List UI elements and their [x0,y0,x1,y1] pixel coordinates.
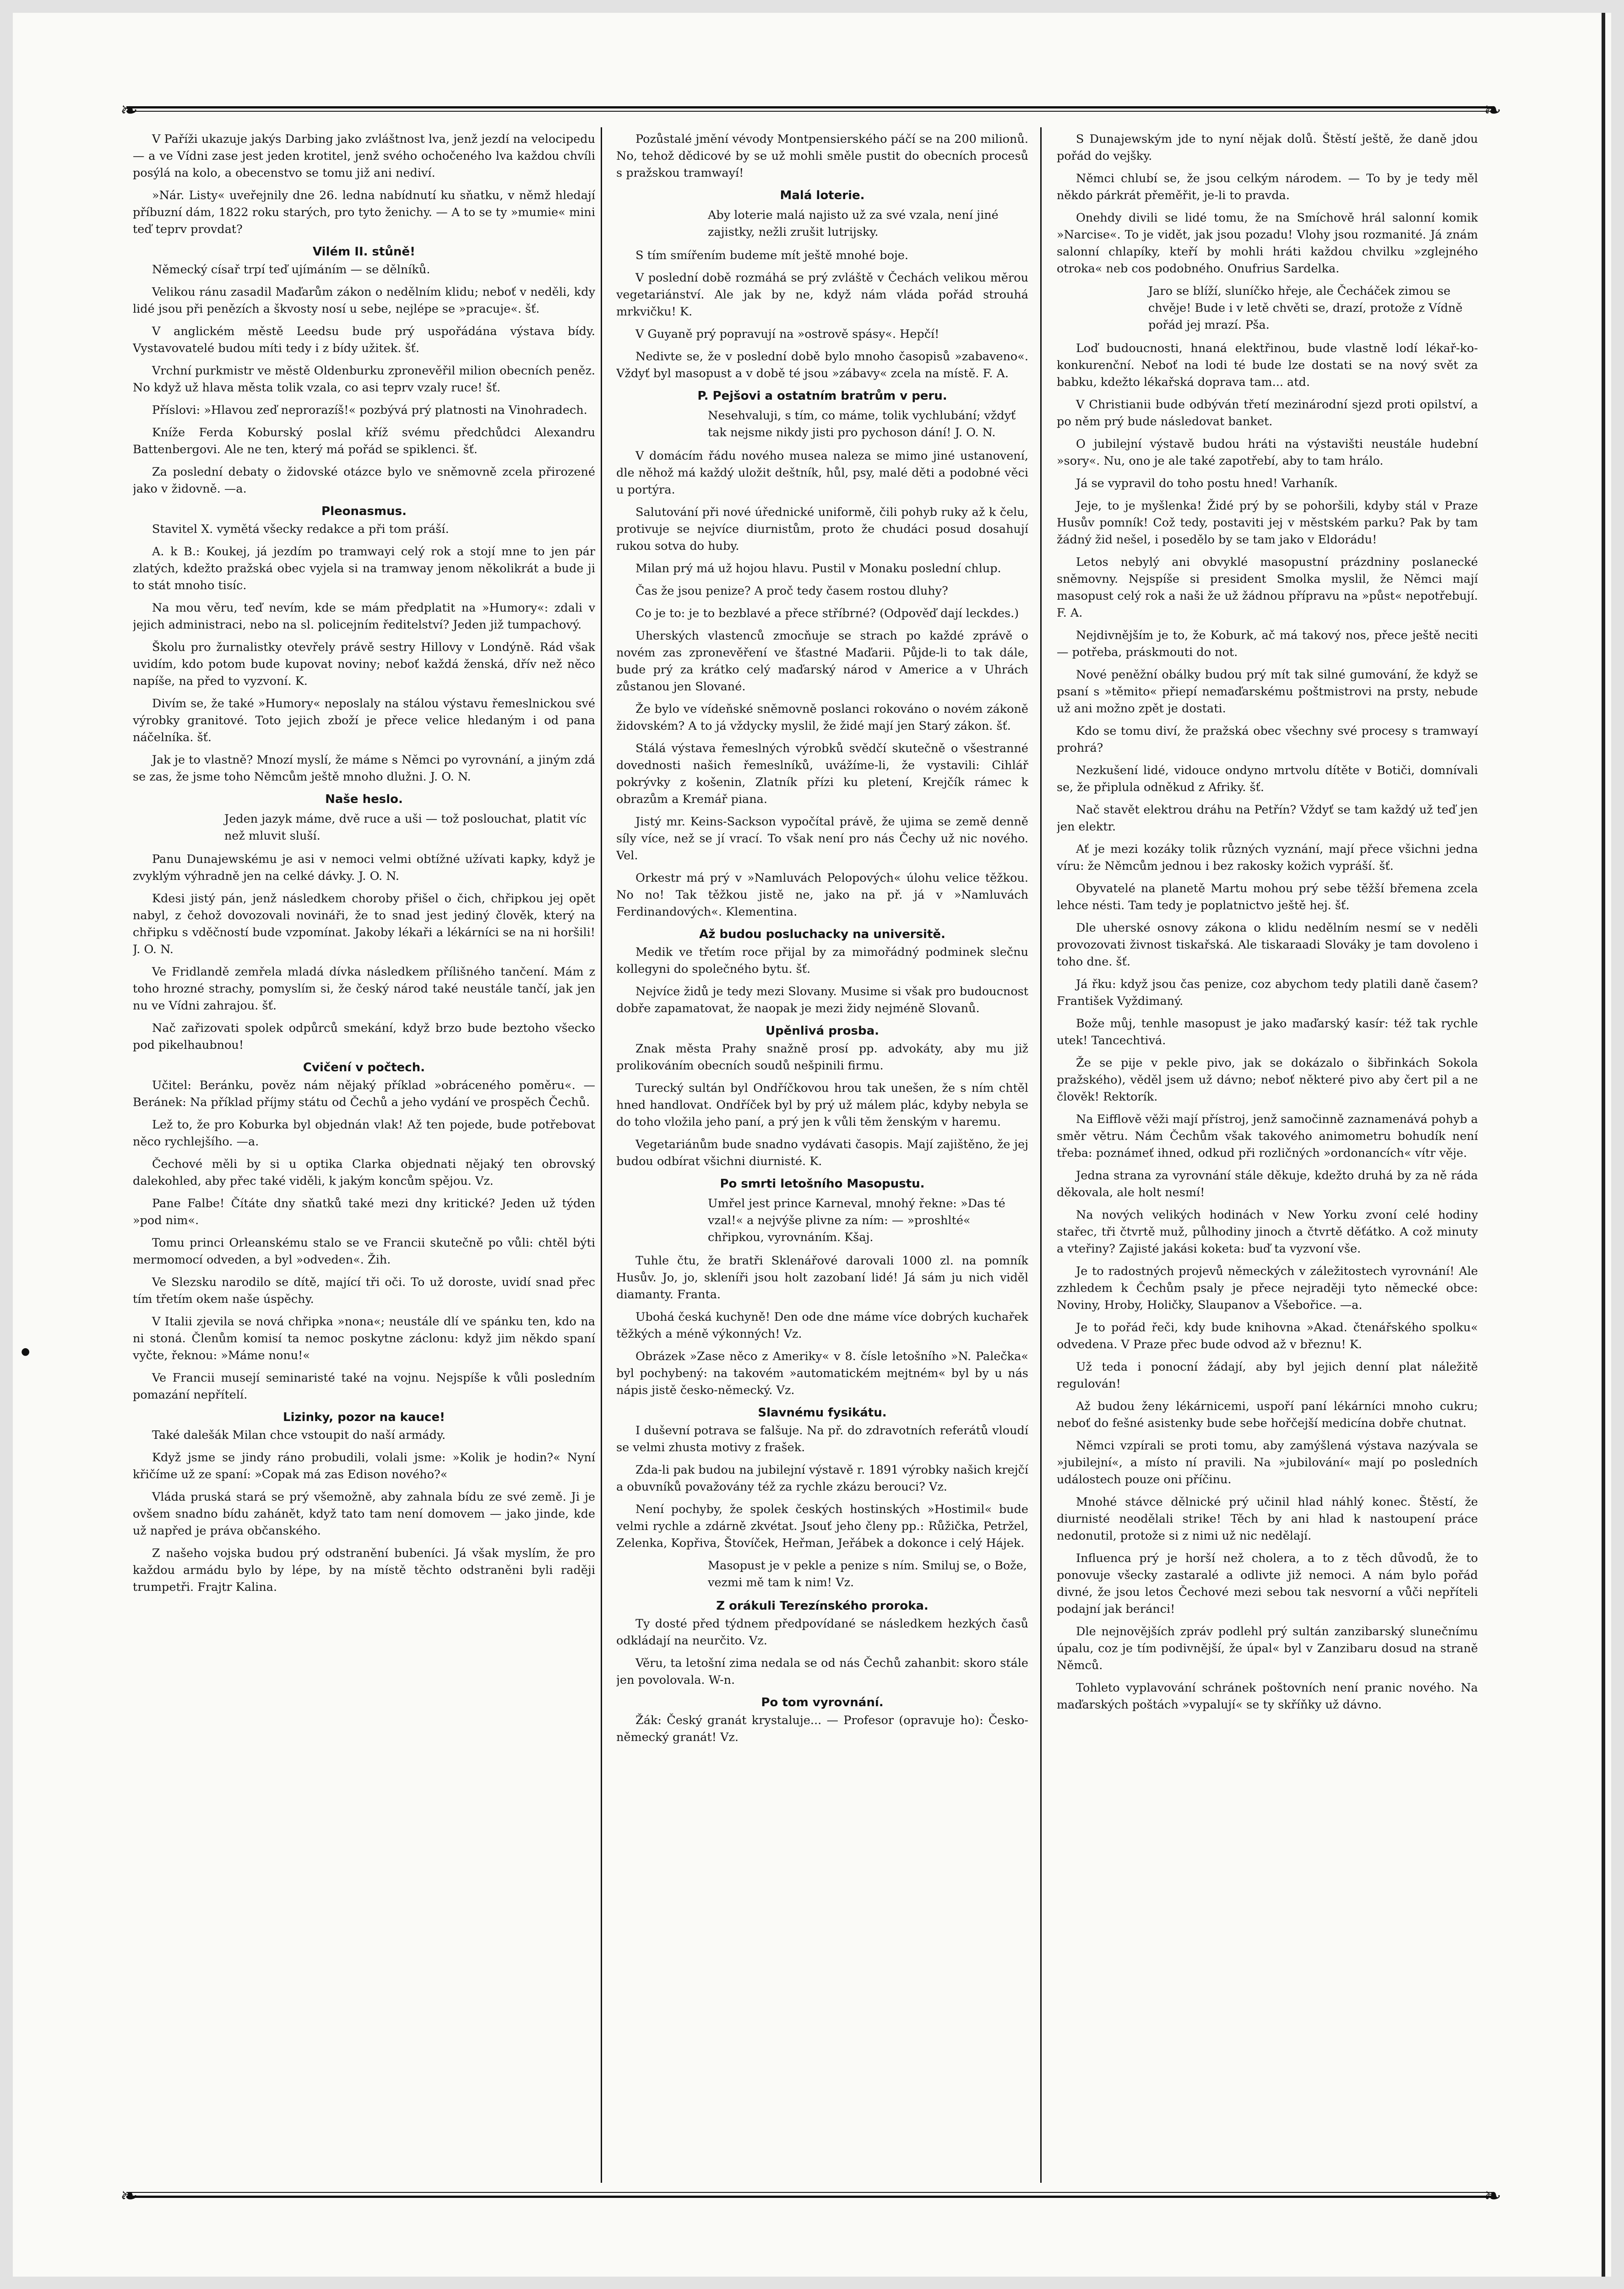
article-paragraph: Turecký sultán byl Ondříčkovou hrou tak unešen, že s ním chtěl hned handlovat. Ondříček byl by prý už málem plác, kdyby nebyla se do toho vložila jeho paní, a prý jen k vůli těm ženským v haremu. [616,1081,1028,1129]
article-paragraph: Influenca prý je horší než cholera, a to z těch důvodů, že to ponovuje všecky zastaralé a odlivte již nemoci. A nám bylo pořád divné, že jsou letos Čechové mezi sebou tak nesvorní a vůči nepříteli podajní jak beránci! [1057,1551,1478,1616]
article-paragraph: Stavitel X. vymětá všecky redakce a při tom práší. [152,522,449,536]
verse-block: Masopust je v pekle a penize s ním. Smiluj se, o Bože, vezmi mě tam k nim! Vz. [708,1559,1027,1589]
article-paragraph: Na nových velikých hodinách v New Yorku zvoní celé hodiny stařec, tři čtvrtě muž, půlhodiny jinoch a čtvrtě děťátko. A což minuty a vteřiny? Zajisté jakási koketa: buď ta vyzvoní vše. [1057,1208,1478,1256]
column-left [133,131,595,2136]
article-paragraph: Já řku: když jsou čas penize, coz abychom tedy platili daně časem? František Vyždimaný. [1057,977,1478,1008]
article-paragraph: Dle nejnovějších zpráv podlehl prý sultán zanzibarský slunečnímu úpalu, coz je tím podivnější, že úpal« byl v Zanzibaru dosud na straně Němců. [1057,1625,1478,1672]
article-paragraph: Nezkušení lidé, vidouce ondyno mrtvolu dítěte v Botiči, domnívali se, že připlula odněkud z Afriky. šť. [1057,764,1478,794]
article-paragraph: Ty dosté před týdnem předpovídané se následkem hezkých časů odkládají na neurčito. Vz. [616,1617,1028,1648]
verse-block: Aby loterie malá najisto už za své vzala, není jiné zajistky, nežli zrušit lutrijsky. [708,208,999,239]
article-paragraph: Německý císař trpí teď ujímáním — se dělníků. [152,263,430,277]
article-heading: Lizinky, pozor na kauce! [283,1410,445,1424]
article-paragraph: Věru, ta letošní zima nedala se od nás Čechů zahanbit: skoro stále jen povolovala. W-n. [616,1656,1028,1687]
article-paragraph: Za poslední debaty o židovské otázce bylo ve sněmovně zcela přirozené jako v židovně. —a. [133,465,595,496]
article-paragraph: »Nár. Listy« uveřejnily dne 26. ledna nabídnutí ku sňatku, v němž hledají příbuzní dám, 1822 roku starých, pro tyto ženichy. — A to se ty »mumie« mini teď teprv provdat? [133,189,595,236]
article-paragraph: V Christianii bude odbýván třetí mezinárodní sjezd proti opilství, a po něm prý bude následovat banket. [1057,398,1478,429]
binding-hole-icon: ● [21,1346,30,1357]
article-heading: Po smrti letošního Masopustu. [720,1177,925,1191]
article-paragraph: Je to pořád řeči, kdy bude knihovna »Akad. čtenářského spolku« odvedena. V Praze přec bude odvod až v březnu! K. [1057,1321,1478,1351]
article-paragraph: Nač stavět elektrou dráhu na Petřín? Vždyť se tam každý už teď jen jen elektr. [1057,803,1478,834]
article-paragraph: Na Eifflově věži mají přístroj, jenž samočinně zaznamenává pohyb a směr větru. Nám Čechům však takového animometru bohudík není třeba: poznámeť ihned, odkud při rozličných »ordonancích« vítr věje. [1057,1112,1478,1160]
article-paragraph: Vegetariánům bude snadno vydávati časopis. Mají zajištěno, že jej budou odbírat všichni diurnisté. K. [616,1138,1028,1168]
article-paragraph: Ve Francii musejí seminaristé také na vojnu. Nejspíše k vůli posledním pomazání nepřítelí. [133,1371,595,1402]
verse-block: Jeden jazyk máme, dvě ruce a uši — tož poslouchat, platit víc než mluvit sluší. [224,812,587,843]
article-paragraph: V Paříži ukazuje jakýs Darbing jako zvláštnost lva, jenž jezdí na velocipedu — a ve Vídni zase jest jeden krotitel, jenž svého ochočeného lva každou chvíli posýlá na kolo, a obecenstvo se tomu již ani nediví. [133,132,595,180]
article-paragraph: Že bylo ve vídeňské sněmovně poslanci rokováno o novém zákoně židovském? A to já vždycky myslil, že židé mají jen Starý zákon. šť. [616,702,1028,733]
article-paragraph: Kdesi jistý pán, jenž následkem choroby přišel o čich, chřipkou jej opět nabyl, z čehož dovozovali novináři, že to snad jest jediný člověk, který na chřipku s vděčností bude vzpomínat. Jakoby lékaři a lékárníci se na ni horšili! J. O. N. [133,892,595,956]
article-paragraph: Obrázek »Zase něco z Ameriky« v 8. čísle letošního »N. Palečka« byl pochybený: na takovém »automatickém mejtném« byl by u nás nápis jistě česko-německý. Vz. [616,1350,1028,1397]
article-paragraph: Z našeho vojska budou prý odstranění bubeníci. Já však myslím, že pro každou armádu bylo by lépe, by na místě těchto odstraněni byli raději trumpetři. Frajtr Kalina. [133,1546,595,1594]
article-paragraph: Jedna strana za vyrovnání stále děkuje, kdežto druhá by za ně ráda děkovala, ale holt nesmí! [1057,1169,1478,1199]
column-right [1057,131,1478,2136]
article-paragraph: Také dalešák Milan chce vstoupit do naší armády. [152,1428,446,1442]
article-paragraph: Co je to: je to bezblavé a přece stříbrné? (Odpověď dají leckdes.) [635,607,1019,620]
ornament-top-right-icon: ❧ [1483,98,1502,122]
article-paragraph: Čechové měli by si u optika Clarka objednati nějaký ten obrovský dalekohled, aby přec také viděli, k jakým koncům spějou. Vz. [133,1157,595,1188]
article-paragraph: Ve Slezsku narodilo se dítě, mající tři oči. To už doroste, uvidí snad přec tím třetím okem naše úspěchy. [133,1275,595,1306]
article-paragraph: Divím se, že také »Humory« neposlaly na stálou výstavu řemeslnickou své výrobky granitové. Toto jejich zboží je přece velice hledaným i od pana náčelníka. šť. [133,697,595,744]
ornament-bottom-right-icon: ❧ [1483,2183,1502,2208]
article-paragraph: V Guyaně prý popravují na »ostrově spásy«. Hepčí! [635,327,940,341]
article-heading: P. Pejšovi a ostatním bratrům v peru. [697,389,947,403]
article-paragraph: Už teda i ponocní žádají, aby byl jejich denní plat náležitě regulován! [1057,1360,1478,1391]
article-paragraph: Když jsme se jindy ráno probudili, volali jsme: »Kolik je hodin?« Nyní křičíme už ze spaní: »Copak má zas Edison nového?« [133,1451,595,1481]
article-heading: Až budou posluchacky na universitě. [699,928,945,941]
article-heading: Z orákuli Terezínského proroka. [716,1599,929,1613]
article-paragraph: Není pochyby, že spolek českých hostinských »Hostimil« bude velmi rychle a zdárně zkvétat. Jsouť jeho členy pp.: Růžička, Petržel, Zelenka, Kopřiva, Štovíček, Heřman, Jeřábek a dokonce i celý Hájek. [616,1502,1028,1550]
article-paragraph: Učitel: Beránku, pověz nám nějaký příklad »obráceného poměru«. — Beránek: Na příklad příjmy státu od Čechů a jeho vydání ve prospěch Čechů. [133,1079,595,1109]
article-paragraph: Školu pro žurnalistky otevřely právě sestry Hillovy v Londýně. Rád však uvidím, kdo potom bude kupovat noviny; neboť každá ženská, dřív než něco napíše, na před to vyzvoní. K. [133,640,595,688]
article-paragraph: S Dunajewským jde to nyní nějak dolů. Štěstí ještě, že daně jdou pořád do vejšky. [1057,132,1478,163]
article-paragraph: Žák: Český granát krystaluje... — Profesor (opravuje ho): Česko-německý granát! Vz. [616,1714,1028,1744]
article-paragraph: Letos nebylý ani obvyklé masopustní prázdniny poslanecké sněmovny. Nejspíše si president Smolka myslil, že Němci mají masopust celý rok a naši že už žádnou přípravu na »půst« nepotřebují. F. A. [1057,555,1478,620]
article-paragraph: Mnohé stávce dělnické prý učinil hlad náhlý konec. Štěstí, že diurnisté neodělali strike! Těch by ani hlad k nastoupení práce nedonutil, protože si z nimi už nic nedělají. [1057,1495,1478,1543]
article-paragraph: Vláda pruská stará se prý všemožně, aby zahnala bídu ze své země. Ji je ovšem snadno bídu zahánět, když tato tam není domovem — jako jinde, kde už napřed je práva občanského. [133,1490,595,1538]
article-paragraph: Jistý mr. Keins-Sackson vypočítal právě, že ujima se země denně síly více, než se jí vrací. To však není pro nás Čechy už nic nového. Vel. [616,815,1028,862]
column-divider [1040,127,1042,2183]
article-heading: Po tom vyrovnání. [761,1696,884,1709]
article-paragraph: Pozůstalé jmění vévody Montpensierského páčí se na 200 milionů. No, tehož dědicové by se už mohli směle pustit do obecních procesů s pražskou tramwayí! [616,132,1028,180]
article-paragraph: Nejdivnějším je to, že Koburk, ač má takový nos, přece ještě neciti — potřeba, práskmouti do not. [1057,629,1478,659]
article-paragraph: O jubilejní výstavě budou hráti na výstavišti neustále hudební »sory«. Nu, ono je ale také zapotřebí, aby to tam hrálo. [1057,437,1478,468]
article-paragraph: Uherských vlastenců zmocňuje se strach po každé zprávě o novém zas zpronevěření ve šťastné Maďarii. Půjde-li to tak dále, bude prý za krátko celý maďarský národ v Americe a v Uhrách zůstanou jen Slované. [616,629,1028,694]
article-paragraph: Stálá výstava řemeslných výrobků svědčí skutečně o všestranné dovednosti našich řemeslníků, uvážíme-li, že vystavili: Cihlář pokrývky z košenin, Zlatník přízi ku pletení, Krejčík rámec k obrazům a Kremář piana. [616,742,1028,806]
article-paragraph: Němci chlubí se, že jsou celkým národem. — To by je tedy měl někdo párkrát přeměřit, je-li to pravda. [1057,172,1478,202]
article-paragraph: Tomu princi Orleanskému stalo se ve Francii skutečně po vůli: chtěl býti mermomocí odveden, a byl »odveden«. Žih. [133,1236,595,1267]
article-paragraph: Já se vypravil do toho postu hned! Varhaník. [1076,477,1338,490]
article-paragraph: Nejvíce židů je tedy mezi Slovany. Musime si však pro budoucnost dobře zapamatovat, že naopak je mezi židy nejméně Slovanů. [616,985,1028,1015]
article-paragraph: Panu Dunajewskému je asi v nemoci velmi obtížné užívati kapky, když je zvyklým výhradně jen na celké dávky. J. O. N. [133,852,595,883]
bottom-rule [126,2196,1494,2198]
article-paragraph: Na mou věru, teď nevím, kde se mám předplatit na »Humory«: zdali v jejich administraci, nebo na sl. policejním ředitelství? Jeden již tumpachový. [133,601,595,632]
article-paragraph: Obyvatelé na planetě Martu mohou prý sebe těžší břemena zcela lehce nésti. Tam tedy je poplatnictvo ještě hej. šť. [1057,882,1478,912]
article-paragraph: Onehdy divili se lidé tomu, že na Smíchově hrál salonní komik »Narcise«. To je vidět, jak jsou pozadu! Vlohy jsou rozmanité. Já znám salonní chlapíky, kteří by mohli hráti každou chvilku »zglejného otroka« neb cos podobného. Onufrius Sardelka. [1057,211,1478,276]
article-paragraph: V domácím řádu nového musea naleza se mimo jiné ustanovení, dle něhož má každý uložit deštník, hůl, psy, malé děti a podobné věci u portýra. [616,449,1028,497]
article-heading: Slavnému fysikátu. [758,1406,887,1420]
article-paragraph: A. k B.: Koukej, já jezdím po tramwayi celý rok a stojí mne to jen pár zlatých, kdežto pražská obec vyjela si na tramway jenom několikrát a bude ji to stát mnoho tisíc. [133,545,595,592]
article-paragraph: Že se pije v pekle pivo, jak se dokázalo o šibřinkách Sokola pražského), věděl jsem už dávno; neboť některé pivo aby čert pil a ne člověk! Rektorík. [1057,1056,1478,1104]
article-heading: Vilém II. stůně! [313,245,415,259]
article-paragraph: Velikou ránu zasadil Maďarům zákon o nedělním klidu; neboť v neděli, kdy lidé jsou při penězích a škvosty nosí u sebe, nejlépe se »pracuje«. šť. [133,285,595,316]
article-paragraph: Bože můj, tenhle masopust je jako maďarský kasír: též tak rychle utek! Tancechtivá. [1057,1017,1478,1047]
article-paragraph: Dle uherské osnovy zákona o klidu nedělním nesmí se v neděli provozovati živnost tiskařská. Ale tiskaraadi Slováky je tam dovoleno i toho dne. šť. [1057,921,1478,969]
article-paragraph: Nedivte se, že v poslední době bylo mnoho časopisů »zabaveno«. Vždyť byl masopust a v době té jsou »zábavy« zcela na místě. F. A. [616,350,1028,380]
article-heading: Cvičení v počtech. [303,1061,425,1074]
article-paragraph: Čas že jsou penize? A proč tedy časem rostou dluhy? [635,584,948,598]
article-paragraph: V poslední době rozmáhá se prý zvláště v Čechách velikou měrou vegetariánství. Ale jak by ne, když nám vláda pořád strouhá mrkvičku! K. [616,271,1028,319]
ornament-bottom-left-icon: ❧ [120,2183,138,2208]
article-paragraph: Příslovi: »Hlavou zeď neprorazíš!« pozbývá prý platnosti na Vinohradech. [152,403,587,417]
article-paragraph: Loď budoucnosti, hnaná elektřinou, bude vlastně lodí lékař-ko-konkurenční. Neboť na lodi té bude lze dostati se na nový svět za babku, kdežto lékařská doprava tam... atd. [1057,342,1478,389]
article-heading: Upěnlivá prosba. [765,1024,880,1038]
bottom-rule-thin [126,2192,1494,2193]
article-paragraph: Němci vzpírali se proti tomu, aby zamýšlená výstava nazývala se »jubilejní«, a místo ní pravili. Na »jubilování« mají po posledních událostech pouze oni příčinu. [1057,1439,1478,1486]
article-paragraph: Až budou ženy lékárnicemi, uspoří paní lékárníci mnoho cukru; neboť do fešné asistenky bude sebe hořčejší medicína dobře chutnat. [1057,1399,1478,1430]
article-paragraph: Nač zařizovati spolek odpůrců smekání, když brzo bude beztoho všecko pod pikelhaubnou! [133,1021,595,1052]
article-heading: Malá loterie. [780,189,865,202]
article-paragraph: Kníže Ferda Koburský poslal kříž svému předchůdci Alexandru Battenbergovi. Ale ne ten, který má pořád se spiklenci. šť. [133,426,595,456]
article-paragraph: S tím smířením budeme mít ještě mnohé boje. [635,249,908,262]
article-paragraph: Kdo se tomu diví, že pražská obec všechny své procesy s tramwayí prohrá? [1057,724,1478,755]
newspaper-page [13,13,1611,2277]
top-rule [126,106,1494,108]
article-paragraph: Lež to, že pro Koburka byl objednán vlak! Až ten pojede, bude potřebovat něco rychlejšího. —a. [133,1118,595,1149]
article-paragraph: Ať je mezi kozáky tolik různých vyznání, mají přece všichni jedna víru: že Němcům jednou i bez rakosky kožich vypráší. šť. [1057,842,1478,873]
verse-block: Umřel jest prince Karneval, mnohý řekne: »Das té vzal!« a nejvýše plivne za ním: — »proshlté« chřipkou, vyrovnáním. Kšaj. [708,1197,1005,1244]
top-rule-thin [126,111,1494,112]
article-paragraph: Medik ve třetím roce přijal by za mimořádný podminek slečnu kollegyni do společného bytu. šť. [616,945,1028,976]
article-paragraph: Tohleto vyplavování schránek poštovních není pranic nového. Na maďarských poštách »vypalují« se ty skříňky už dávno. [1057,1681,1478,1712]
article-paragraph: Jak je to vlastně? Mnozí myslí, že máme s Němci po vyrovnání, a jiným zdá se zas, že jsme toho Němcům ještě mnoho dlužni. J. O. N. [133,753,595,784]
article-paragraph: Nové peněžní obálky budou prý mít tak silné gumování, že když se psaní s »těmito« přiepí nemaďarskému poštmistrovi na prsty, nebude už ani možno zpět je dostati. [1057,668,1478,716]
article-paragraph: I duševní potrava se falšuje. Na př. do zdravotních referátů vloudí se velmi zhusta motivy z frašek. [616,1424,1028,1454]
article-paragraph: V anglickém městě Leedsu bude prý uspořádána výstava bídy. Vystavovatelé budou míti tedy i z bídy užitek. šť. [133,325,595,355]
article-paragraph: Ve Fridlandě zemřela mladá dívka následkem přílišného tančení. Mám z toho hrozné strachy, pomyslím si, že český národ také neustále tančí, jak jen nu ve Vídni zahrajou. šť. [133,965,595,1013]
article-paragraph: Jeje, to je myšlenka! Židé prý by se pohoršili, kdyby stál v Praze Husův pomník! Což tedy, postaviti jej v městském parku? Pak by tam žádný žid nešel, i posedělo by se tam jako v Eldorádu! [1057,499,1478,547]
page-right-edge [1602,13,1605,2277]
article-paragraph: Milan prý má už hojou hlavu. Pustil v Monaku poslední chlup. [635,562,1001,575]
verse-block: Nesehvaluji, s tím, co máme, tolik vychlubání; vždyť tak nejsme nikdy jisti pro pychoson dání! J. O. N. [708,409,1016,439]
article-paragraph: Tuhle čtu, že bratři Sklenářové darovali 1000 zl. na pomník Husův. Jo, jo, skleníři jsou holt zazobaní lidé! Já sám ju nich viděl diamanty. Franta. [616,1254,1028,1302]
article-paragraph: Vrchní purkmistr ve městě Oldenburku zpronevěřil milion obecních peněz. No když už hlava města tolik vzala, co asi teprv vzaly ruce! šť. [133,364,595,395]
article-paragraph: Salutování při nové úřednické uniformě, čili pohyb ruky až k čelu, protivuje se nejvíce diurnistům, proto že chudáci posud dosahují rukou sotva do huby. [616,505,1028,553]
article-paragraph: Je to radostných projevů německých v záležitostech vyrovnání! Ale zzhledem k Čechům psaly je přece nejraději tyto německé obce: Noviny, Hroby, Holičky, Slaupanov a Všebořice. —a. [1057,1264,1478,1312]
article-paragraph: Pane Falbe! Čítáte dny sňatků také mezi dny kritické? Jeden už týden »pod nim«. [133,1197,595,1227]
column-divider [601,127,602,2183]
article-paragraph: V Italii zjevila se nová chřipka »nona«; neustále dlí ve spánku ten, kdo na ni stoná. Členům komisí ta nemoc poskytne záclonu: když jim někdo spaní vyčte, řeknou: »Máme nonu!« [133,1315,595,1362]
article-heading: Pleonasmus. [321,504,407,518]
article-paragraph: Zda-li pak budou na jubilejní výstavě r. 1891 výrobky našich krejčí a obuvníků považovány též za rychle zkázu berouci? Vz. [616,1463,1028,1494]
ornament-top-left-icon: ❧ [120,98,138,122]
article-paragraph: Ubohá česká kuchyně! Den ode dne máme více dobrých kuchařek těžkých a méně výkonných! Vz. [616,1310,1028,1341]
article-paragraph: Orkestr má prý v »Namluvách Pelopových« úlohu velice těžkou. No no! Tak těžkou jistě ne, jako na př. já v »Namluvách Ferdinandových«. Klementina. [616,871,1028,919]
column-middle [616,131,1028,2136]
article-heading: Naše heslo. [325,792,403,806]
verse-block: Jaro se blíží, sluníčko hřeje, ale Čecháček zimou se chvěje! Bude i v letě chvěti se, drazí, protože z Vídně pořád jej mrazí. Pša. [1148,284,1463,332]
article-paragraph: Znak města Prahy snažně prosí pp. advokáty, aby mu již prolikováním obecních soudů nešpinili firmu. [616,1042,1028,1073]
